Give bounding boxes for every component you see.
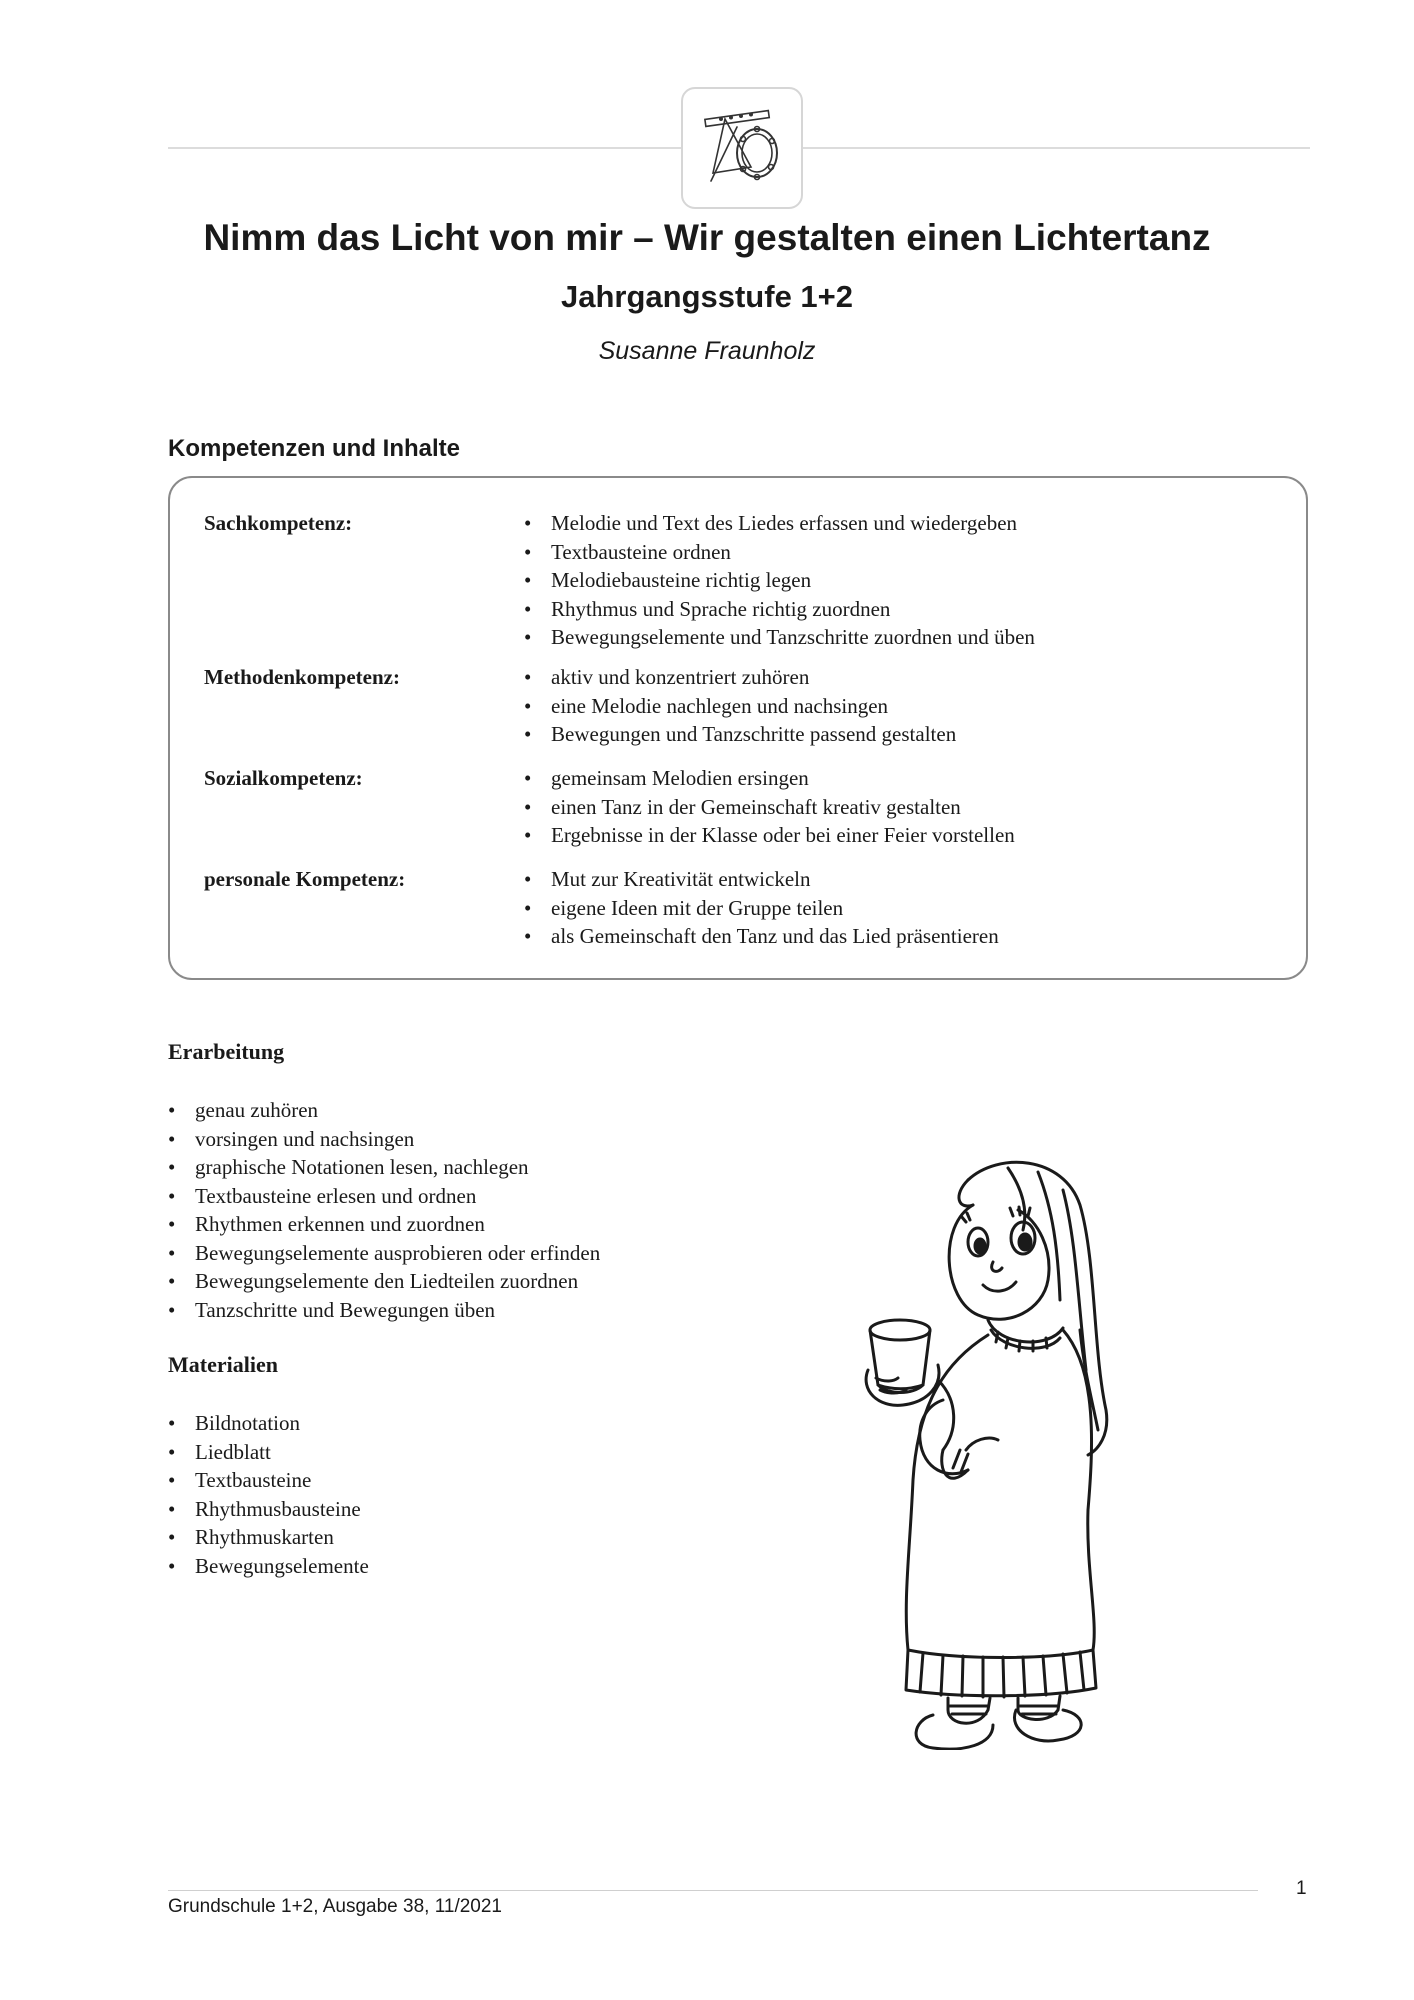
competency-label: Sozialkompetenz: [204, 766, 363, 790]
competency-list [524, 509, 1035, 652]
materialien-heading: Materialien [168, 1352, 278, 1377]
materialien-list [168, 1409, 369, 1580]
list-item: • Rhythmen erkennen und zuordnen [168, 1210, 600, 1239]
list-item: • vorsingen und nachsingen [168, 1125, 600, 1154]
list-item: • Bewegungselemente und Tanzschritte zuordnen und üben [524, 623, 1035, 652]
list-item: • Liedblatt [168, 1438, 369, 1467]
list-item: • Bewegungselemente ausprobieren oder erfinden [168, 1239, 600, 1268]
competency-label: Sachkompetenz: [204, 511, 353, 535]
list-item: • Bewegungen und Tanzschritte passend gestalten [524, 720, 956, 749]
list-item: • graphische Notationen lesen, nachlegen [168, 1153, 600, 1182]
music-instruments-logo-icon [681, 87, 803, 209]
list-item: • aktiv und konzentriert zuhören [524, 663, 956, 692]
list-item: • Rhythmus und Sprache richtig zuordnen [524, 595, 1035, 624]
list-item: • eigene Ideen mit der Gruppe teilen [524, 894, 999, 923]
competencies-box [168, 476, 1308, 980]
competency-list [524, 764, 1015, 850]
list-item: • Textbausteine ordnen [524, 538, 1035, 567]
footer-divider [168, 1890, 1258, 1891]
page-number: 1 [1296, 1878, 1307, 1899]
list-item: • Mut zur Kreativität entwickeln [524, 865, 999, 894]
competency-label: Methodenkompetenz: [204, 665, 400, 689]
list-item: • Rhythmuskarten [168, 1523, 369, 1552]
competency-list [524, 865, 999, 951]
list-item: • als Gemeinschaft den Tanz und das Lied präsentieren [524, 922, 999, 951]
author-name: Susanne Fraunholz [598, 337, 816, 365]
page-subtitle: Jahrgangsstufe 1+2 [560, 279, 854, 314]
list-item: • Melodie und Text des Liedes erfassen und wiedergeben [524, 509, 1035, 538]
list-item: • Textbausteine [168, 1466, 369, 1495]
list-item: • Ergebnisse in der Klasse oder bei einer Feier vorstellen [524, 821, 1015, 850]
competency-label: personale Kompetenz: [204, 867, 406, 891]
girl-holding-cup-illustration [848, 1150, 1128, 1755]
list-item: • Bewegungselemente [168, 1552, 369, 1581]
list-item: • genau zuhören [168, 1096, 600, 1125]
list-item: • eine Melodie nachlegen und nachsingen [524, 692, 956, 721]
list-item: • Bildnotation [168, 1409, 369, 1438]
list-item: • Melodiebausteine richtig legen [524, 566, 1035, 595]
page-title: Nimm das Licht von mir – Wir gestalten einen Lichtertanz [203, 217, 1211, 258]
list-item: • einen Tanz in der Gemeinschaft kreativ gestalten [524, 793, 1015, 822]
list-item: • Tanzschritte und Bewegungen üben [168, 1296, 600, 1325]
list-item: • gemeinsam Melodien ersingen [524, 764, 1015, 793]
competency-list [524, 663, 956, 749]
competencies-heading: Kompetenzen und Inhalte [168, 435, 461, 462]
erarbeitung-list [168, 1096, 600, 1324]
list-item: • Rhythmusbausteine [168, 1495, 369, 1524]
footer-publication: Grundschule 1+2, Ausgabe 38, 11/2021 [168, 1896, 502, 1917]
erarbeitung-heading: Erarbeitung [168, 1039, 285, 1064]
list-item: • Bewegungselemente den Liedteilen zuordnen [168, 1267, 600, 1296]
list-item: • Textbausteine erlesen und ordnen [168, 1182, 600, 1211]
